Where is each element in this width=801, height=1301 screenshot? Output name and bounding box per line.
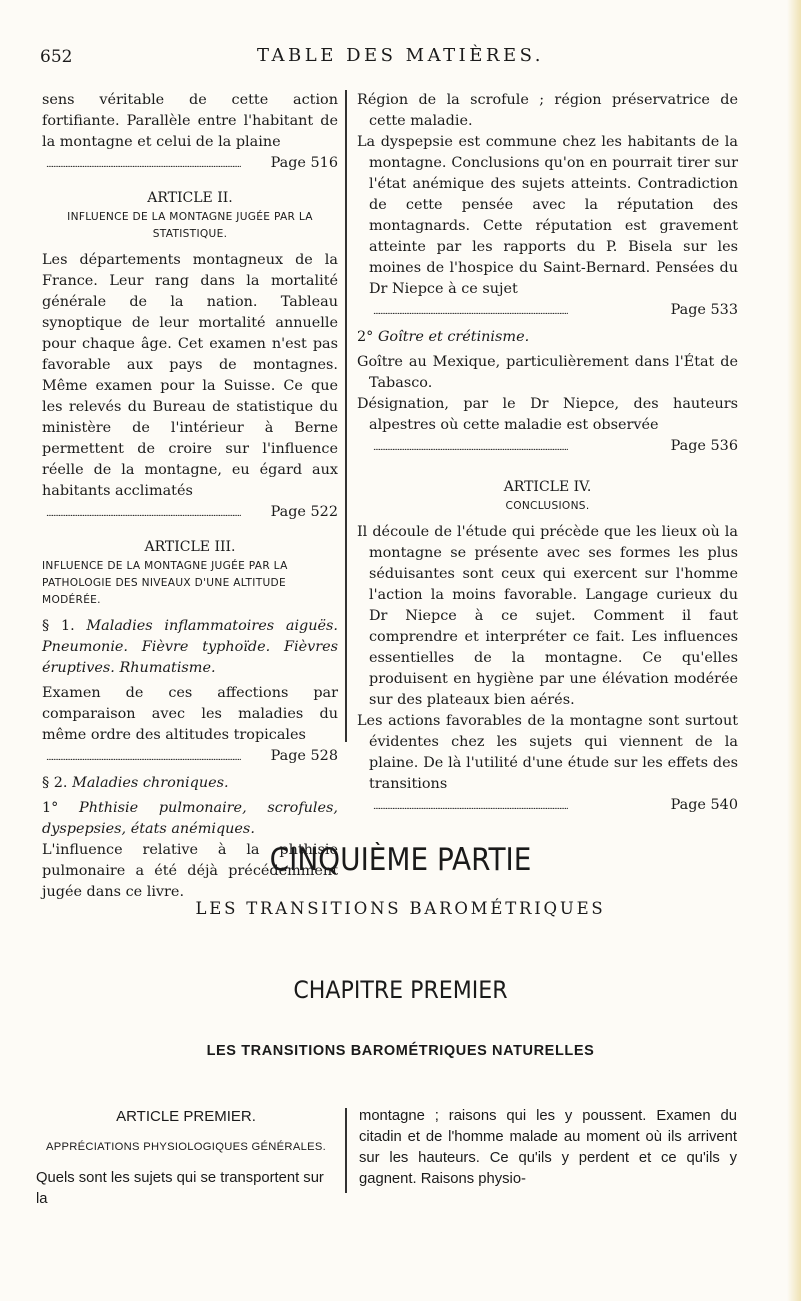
leader-dots (46, 502, 267, 525)
entry-text: sens véritable de cette action fortifiante. Parallèle entre l'habitant de la montagne et celui de la plaine (42, 92, 338, 150)
entry-text: Quels sont les sujets qui se transportent sur la (36, 1170, 324, 1207)
page-ref: Page 516 (270, 155, 338, 171)
subsection-number: 1° (42, 800, 59, 816)
leader-dots (373, 795, 667, 818)
article-subtitle: INFLUENCE DE LA MONTAGNE JUGÉE PAR LA PATHOLOGIE DES NIVEAUX D'UNE ALTITUDE MODÉRÉE. (42, 560, 288, 606)
entry-text: L'influence relative à la phthisie pulmonaire a été déjà précédemment jugée dans ce livre. (42, 842, 338, 900)
subsection-title: Phthisie pulmonaire, scrofules, dyspepsies, états anémiques. (42, 800, 338, 837)
article-title: ARTICLE III. (144, 539, 236, 555)
article-title: ARTICLE II. (147, 190, 233, 206)
page-ref: Page 522 (270, 504, 338, 520)
toc-entry[interactable] (42, 250, 338, 525)
section-heading (42, 616, 338, 679)
chapter-subtitle: LES TRANSITIONS BAROMÉTRIQUES NATURELLES (206, 1043, 595, 1059)
toc-entry[interactable] (357, 132, 738, 323)
entry-text: Examen de ces affections par comparaison avec les maladies du même ordre des altitudes tropicales (42, 685, 338, 743)
entry-text: Les départements montagneux de la France. Leur rang dans la mortalité générale de la nation. Tableau synoptique de leur mortalité annuelle pour chaque âge. Cet examen n'est pas favorable aux pays de montagnes. Même examen pour la Suisse. Ce que les relevés du Bureau de statistique du ministère de l'intérieur à Berne permettent de croire sur l'influence réelle de la montagne, eu égard aux habitants acclimatés (42, 252, 338, 499)
bottom-left-column (36, 1106, 336, 1210)
leader-dots (373, 300, 667, 323)
section-title: Maladies inflammatoires aiguës. Pneumonie. Fièvre typhoïde. Fièvres éruptives. Rhumatisme. (42, 618, 339, 676)
bottom-right-column (359, 1106, 737, 1190)
page-ref: Page 536 (670, 438, 738, 454)
entry-text: Il découle de l'étude qui précède que les lieux où la montagne se présente avec ses formes les plus séduisantes sont ceux qui exercent sur l'homme l'action la moins favorable. Langage curieux du Dr Niepce à ce sujet. Comment il faut comprendre et interpréter ce fait. Les influences essentielles de la montagne. Ce qu'elles produisent en hygiène par une élévation modérée sur des plateaux bien aérés. (357, 524, 738, 708)
section-number: § 1. (42, 618, 75, 634)
subsection-number: 2° (357, 329, 374, 345)
toc-entry[interactable] (42, 90, 338, 176)
article-subtitle: CONCLUSIONS. (505, 500, 590, 512)
page-ref: Page 528 (270, 748, 338, 764)
part-subtitle: LES TRANSITIONS BAROMÉTRIQUES (195, 899, 606, 918)
entry-text: Goître au Mexique, particulièrement dans l'État de Tabasco. (357, 354, 738, 391)
page-edge (787, 0, 801, 1301)
subsection-heading (42, 798, 338, 840)
page-ref: Page 533 (670, 302, 738, 318)
entry-text: La dyspepsie est commune chez les habitants de la montagne. Conclusions qu'on en pourrait tirer sur l'état anémique des sujets atteints. Contradiction de cette pensée avec la réputation des montagnards. Cette réputation est gravement atteinte par les rapports du P. Bisela sur les moines de l'hospice du Saint-Bernard. Pensées du Dr Niepce à ce sujet (357, 134, 738, 297)
section-title: Maladies chroniques. (72, 775, 229, 791)
page-number: 652 (40, 47, 73, 67)
right-column (357, 90, 738, 818)
entry-text: Les actions favorables de la montagne sont surtout évidentes chez les sujets qui viennent de la plaine. De là l'utilité d'une étude sur les effets des transitions (357, 713, 738, 792)
leader-dots (46, 746, 267, 769)
article-title: ARTICLE PREMIER. (116, 1108, 256, 1125)
chapter-title: CHAPITRE PREMIER (293, 976, 508, 1004)
page-ref: Page 540 (670, 797, 738, 813)
leader-dots (46, 153, 267, 176)
article-title: ARTICLE IV. (503, 479, 592, 495)
subsection-title: Goître et crétinisme. (377, 329, 530, 345)
column-divider (345, 1108, 347, 1193)
toc-entry[interactable] (42, 683, 338, 769)
article-subtitle: APPRÉCIATIONS PHYSIOLOGIQUES GÉNÉRALES. (45, 1141, 327, 1153)
subsection-heading (357, 327, 738, 348)
toc-entry[interactable] (357, 711, 738, 818)
running-header: TABLE DES MATIÈRES. (257, 45, 544, 66)
leader-dots (373, 436, 667, 459)
toc-entry[interactable] (357, 394, 738, 459)
entry-text: Région de la scrofule ; région préservatrice de cette maladie. (357, 92, 738, 129)
article-subtitle: INFLUENCE DE LA MONTAGNE JUGÉE PAR LA STATISTIQUE. (67, 211, 313, 240)
entry-text: montagne ; raisons qui les y poussent. Examen du citadin et de l'homme malade au moment où ils arrivent sur les hauteurs. Ce qu'ils y perdent et ce qu'ils y gagnent. Raisons physio- (359, 1108, 737, 1187)
section-number: § 2. (42, 775, 68, 791)
section-heading (42, 773, 338, 794)
left-column (42, 90, 338, 903)
entry-text: Désignation, par le Dr Niepce, des hauteurs alpestres où cette maladie est observée (357, 396, 738, 433)
part-title: CINQUIÈME PARTIE (269, 842, 532, 878)
column-divider (345, 90, 347, 742)
